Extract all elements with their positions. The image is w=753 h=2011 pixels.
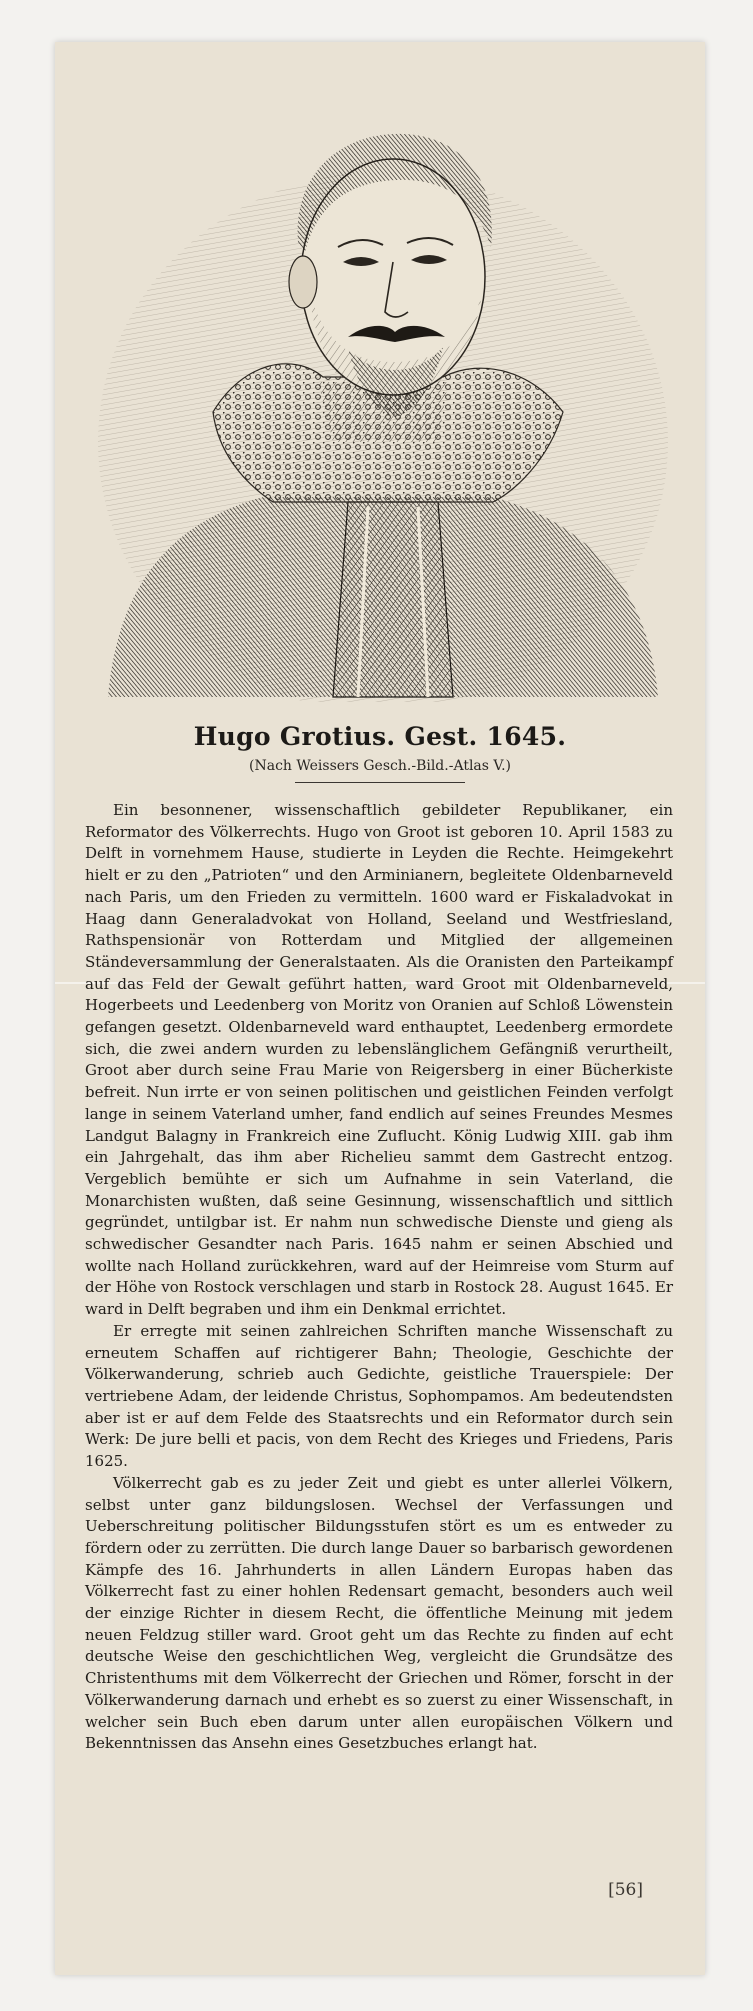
biography-text [85, 800, 673, 1755]
portrait-title: Hugo Grotius. Gest. 1645. [193, 722, 567, 751]
portrait-source-note: (Nach Weissers Gesch.-Bild.-Atlas V.) [249, 758, 511, 774]
page-number: [56] [608, 1880, 643, 1900]
paragraph-1: Ein besonnener, wissenschaftlich gebildeter Republikaner, ein Reformator des Völkerrechts. Hugo von Groot ist geboren 10. April 1583 zu Delft in vornehmem Hause, studierte in Leyden die Rechte. Heimgekehrt hielt er zu den „Patrioten“ und den Arminianern, begleitete Oldenbarneveld nach Paris, um den Frieden zu vermitteln. 1600 ward er Fiskaladvokat in Haag dann Generaladvokat von Holland, Seeland und Westfriesland, Rathspensionär von Rotterdam und Mitglied der allgemeinen Ständeversammlung der Generalstaaten. Als die Oranisten den Parteikampf auf das Feld der Gewalt geführt hatten, ward Groot mit Oldenbarneveld, Hogerbeets und Leedenberg von Moritz von Oranien auf Schloß Löwenstein gefangen gesetzt. Oldenbarneveld ward enthauptet, Leedenberg ermordete sich, die zwei andern wurden zu lebenslänglichem Gefängniß verurtheilt, Groot aber durch seine Frau Marie von Reigersberg in einer Bücherkiste befreit. Nun irrte er von seinen politischen und geistlichen Feinden verfolgt lange in seinem Vaterland umher, fand endlich auf seines Freundes Mesmes Landgut Balagny in Frankreich eine Zuflucht. König Ludwig XIII. gab ihm ein Jahrgehalt, das ihm aber Richelieu sammt dem Gastrecht entzog. Vergeblich bemühte er sich um Aufnahme in sein Vaterland, die Monarchisten wußten, daß seine Gesinnung, wissenschaftlich und sittlich gegründet, untilgbar ist. Er nahm nun schwedische Dienste und gieng als schwedischer Gesandter nach Paris. 1645 nahm er seinen Abschied und wollte nach Holland zurückkehren, ward auf der Heimreise vom Sturm auf der Höhe von Rostock verschlagen und starb in Rostock 28. August 1645. Er ward in Delft begraben und ihm ein Denkmal errichtet. [85, 801, 673, 1319]
paper-sheet [55, 42, 705, 1975]
paragraph-2: Er erregte mit seinen zahlreichen Schriften manche Wissenschaft zu erneutem Schaffen auf richtigerer Bahn; Theologie, Geschichte der Völkerwanderung, schrieb auch Gedichte, geistliche Trauerspiele: Der vertriebene Adam, der leidende Christus, Sophompamos. Am bedeutendsten aber ist er auf dem Felde des Staatsrechts und ein Reformator durch sein Werk: De jure belli et pacis, von dem Recht des Krieges und Friedens, Paris 1625. [85, 1321, 673, 1471]
caption-divider [295, 782, 465, 783]
portrait-engraving [93, 112, 668, 702]
paragraph-3: Völkerrecht gab es zu jeder Zeit und giebt es unter allerlei Völkern, selbst unter ganz bildungslosen. Wechsel der Verfassungen und Ueberschreitung politischer Bildungsstufen stört es um es entweder zu fördern oder zu zerrütten. Die durch lange Dauer so barbarisch gewordenen Kämpfe des 16. Jahrhunderts in allen Ländern Europas haben das Völkerrecht fast zu einer hohlen Redensart gemacht, besonders auch weil der einzige Richter in diesem Recht, die öffentliche Meinung mit jedem neuen Feldzug stiller ward. Groot geht um das Rechte zu finden auf echt deutsche Weise den geschichtlichen Weg, vergleicht die Grundsätze des Christenthums mit dem Völkerrecht der Griechen und Römer, forscht in der Völkerwanderung darnach und erhebt es so zuerst zu einer Wissenschaft, in welcher sein Buch eben darum unter allen europäischen Völkern und Bekenntnissen das Ansehn eines Gesetzbuches erlangt hat. [85, 1473, 673, 1753]
